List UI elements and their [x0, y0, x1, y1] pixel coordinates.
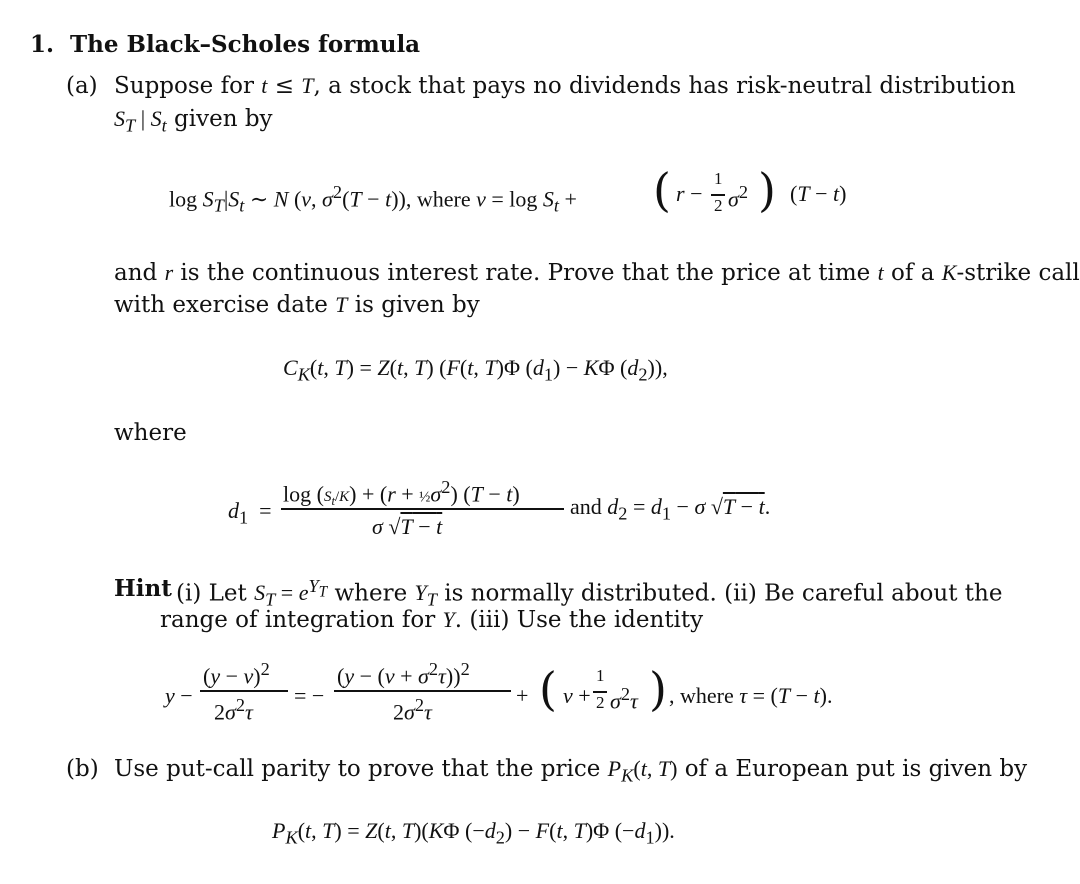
eq4-tail: , where τ = (T − t). [669, 683, 833, 708]
eq4-left-paren: ( [539, 662, 557, 716]
eq3-numerator: $\log (S_t/K) + (r$ + $\frac{1}{2}\sigma^2$) (T − t) [283, 477, 520, 509]
hint-line1: (i) Let $S_T = e^{Y_T}$ where $Y_T$ is normally distributed. (ii) Be careful about the [176, 576, 1003, 610]
eq3-d2: and $d_2 = d_1 - \sigma$ √T − t. [570, 494, 771, 524]
equation-put-price: $P_K(t$, T) = Z(t, T)(KΦ $(-d_2) - F(t$, T)Φ $(-d_1)$). [272, 818, 675, 848]
eq3-denominator: σ √T − t [372, 514, 443, 539]
eq4-half-num: 1 [596, 666, 605, 685]
eq1-r-minus: r − [676, 181, 703, 206]
section-number: 1. [30, 31, 55, 58]
eq4-nu-plus: ν + [563, 683, 591, 708]
section-heading [30, 33, 420, 56]
eq4-half-den: 2 [596, 693, 605, 712]
eq1-left-paren: ( [653, 163, 671, 217]
part-a-para2-line1: and r is the continuous interest rate. Prove that the price at time t of a K-strike call [114, 260, 1080, 286]
part-a-intro-line2: $S_T$ | $S_t$ given by [114, 106, 273, 136]
hint-label: Hint [114, 575, 172, 602]
equation-distribution: $\log S_T|S_t$ ∼ N (ν, $\sigma^2(T - t)$), where $\nu = \log S_t$ + [169, 182, 577, 216]
eq4-frac1-den: $2\sigma^2\tau$ [214, 695, 253, 725]
part-b-line1: Use put-call parity to prove that the price $P_K(t$, T) of a European put is given by [114, 756, 1028, 786]
eq1-right-paren: ) [758, 163, 776, 217]
eq4-plus: + [516, 683, 529, 708]
eq1-tail: (T − t) [790, 181, 847, 206]
part-a-intro-line1: Suppose for t ≤ T, a stock that pays no dividends has risk-neutral distribution [114, 73, 1016, 99]
eq3-d1-lhs: $d_1$ = [228, 498, 272, 528]
eq4-frac2-den: $2\sigma^2\tau$ [393, 695, 432, 725]
where-text: where [114, 420, 187, 446]
eq4-right-paren: ) [649, 662, 667, 716]
hint-line2: range of integration for Y. (iii) Use the identity [160, 607, 704, 633]
eq4-frac2-bar [334, 690, 511, 692]
equation-call-price: $C_K(t$, T) = Z(t, T) (F(t, T)Φ $(d_1) - K\Phi$ $(d_2)$), [283, 355, 668, 385]
eq4-sigma-tau: $\sigma^2\tau$ [610, 684, 638, 714]
eq4-frac2-num: $(y - (\nu + \sigma^2\tau))^2$ [337, 659, 470, 689]
part-a-para2-line2: with exercise date T is given by [114, 292, 480, 318]
eq4-frac1-num: $(y - \nu)^2$ [203, 659, 270, 689]
section-title: The Black–Scholes formula [70, 31, 421, 58]
eq4-frac1-bar [200, 690, 288, 692]
part-b-label: (b) [66, 756, 99, 782]
eq1-frac-den: 2 [714, 196, 723, 215]
eq1-sigma-sq: $\sigma^2$ [728, 182, 749, 212]
eq4-equals: = − [294, 683, 325, 708]
eq4-y-minus: y − [165, 683, 193, 708]
eq3-frac-bar [281, 508, 564, 510]
eq1-frac-num: 1 [714, 169, 723, 188]
part-a-label: (a) [66, 73, 98, 99]
